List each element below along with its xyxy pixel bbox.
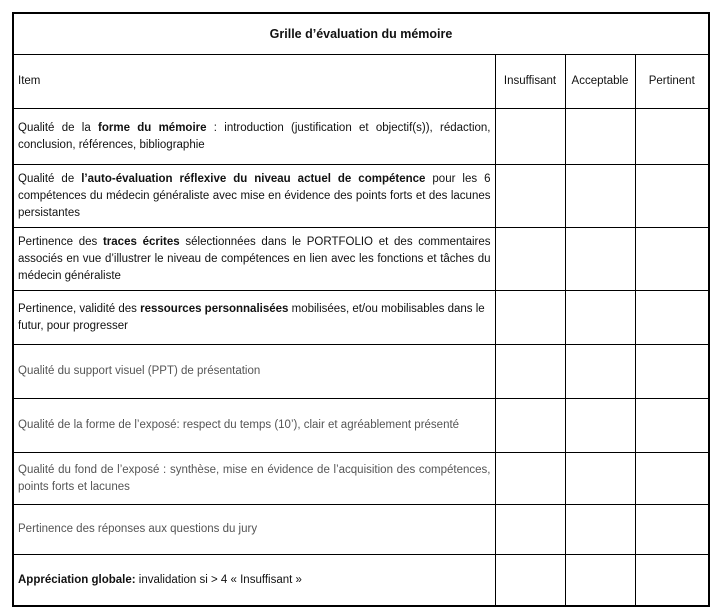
criterion-fond-expose: Qualité du fond de l’exposé : synthèse, mise en évidence de l’acquisition des compétences, points forts et lacunes (13, 453, 495, 505)
table-row (13, 399, 709, 453)
rating-cell-pertinent[interactable] (635, 165, 709, 228)
rating-cell-pertinent[interactable] (635, 291, 709, 345)
rating-cell-acceptable[interactable] (565, 399, 635, 453)
table-row (13, 109, 709, 165)
criterion-emphasis: Appréciation globale: (18, 573, 136, 586)
criterion-text: sélectionnées dans le PORTFOLIO et des commentaires associés en vue d’illustrer le niveau de compétences en lien avec les fonctions et tâches du médecin généraliste (18, 235, 491, 282)
title-row (13, 13, 709, 55)
criterion-traces-ecrites (13, 228, 495, 291)
rating-cell-insuffisant[interactable] (495, 228, 565, 291)
column-header-pertinent: Pertinent (635, 55, 709, 109)
rating-cell-acceptable[interactable] (565, 453, 635, 505)
rating-cell-pertinent[interactable] (635, 505, 709, 555)
criterion-text: Qualité de (18, 172, 82, 185)
criterion-forme-expose: Qualité de la forme de l’exposé: respect du temps (10’), clair et agréablement présenté (13, 399, 495, 453)
criterion-emphasis: l’auto-évaluation réflexive du niveau actuel de compétence (81, 172, 426, 185)
criterion-emphasis: forme du mémoire (98, 121, 207, 134)
grid-title: Grille d’évaluation du mémoire (13, 13, 709, 55)
criterion-text: pour les 6 compétences du médecin généraliste avec mise en évidence des points forts et des lacunes persistantes (18, 172, 491, 219)
table-row (13, 555, 709, 607)
rating-cell-insuffisant[interactable] (495, 291, 565, 345)
column-header-insuffisant: Insuffisant (495, 55, 565, 109)
rating-cell-pertinent[interactable] (635, 555, 709, 607)
criterion-forme-memoire (13, 109, 495, 165)
rating-cell-insuffisant[interactable] (495, 345, 565, 399)
rating-cell-acceptable[interactable] (565, 291, 635, 345)
table-row (13, 345, 709, 399)
criterion-emphasis: traces écrites (102, 235, 180, 248)
header-row (13, 55, 709, 109)
criterion-text: mobilisées, et/ou mobilisables dans le futur, pour progresser (18, 302, 485, 332)
rating-cell-acceptable[interactable] (565, 228, 635, 291)
rating-cell-acceptable[interactable] (565, 505, 635, 555)
criterion-text: invalidation si > 4 « Insuffisant » (135, 573, 302, 586)
criterion-text: Pertinence des (18, 235, 103, 248)
column-header-acceptable: Acceptable (565, 55, 635, 109)
rating-cell-pertinent[interactable] (635, 228, 709, 291)
criterion-text: Pertinence, validité des (18, 302, 141, 315)
table-row (13, 165, 709, 228)
table-row (13, 505, 709, 555)
column-header-item: Item (13, 55, 495, 109)
rating-cell-insuffisant[interactable] (495, 505, 565, 555)
rating-cell-acceptable[interactable] (565, 109, 635, 165)
rating-cell-insuffisant[interactable] (495, 555, 565, 607)
table-row (13, 228, 709, 291)
table-row (13, 291, 709, 345)
rating-cell-acceptable[interactable] (565, 555, 635, 607)
criterion-reponses-jury: Pertinence des réponses aux questions du jury (13, 505, 495, 555)
criterion-text: Qualité de la (18, 121, 99, 134)
criterion-emphasis: ressources personnalisées (140, 302, 289, 315)
rating-cell-pertinent[interactable] (635, 399, 709, 453)
rating-cell-acceptable[interactable] (565, 165, 635, 228)
rating-cell-acceptable[interactable] (565, 345, 635, 399)
evaluation-grid-table (12, 12, 710, 607)
rating-cell-pertinent[interactable] (635, 453, 709, 505)
criterion-auto-evaluation (13, 165, 495, 228)
rating-cell-insuffisant[interactable] (495, 165, 565, 228)
criterion-support-visuel: Qualité du support visuel (PPT) de présentation (13, 345, 495, 399)
rating-cell-pertinent[interactable] (635, 345, 709, 399)
criterion-ressources (13, 291, 495, 345)
criterion-text: : introduction (justification et objectif(s)), rédaction, conclusion, références, bibliographie (18, 121, 491, 151)
rating-cell-insuffisant[interactable] (495, 453, 565, 505)
rating-cell-insuffisant[interactable] (495, 109, 565, 165)
rating-cell-insuffisant[interactable] (495, 399, 565, 453)
criterion-appreciation-globale (13, 555, 495, 607)
rating-cell-pertinent[interactable] (635, 109, 709, 165)
table-row (13, 453, 709, 505)
